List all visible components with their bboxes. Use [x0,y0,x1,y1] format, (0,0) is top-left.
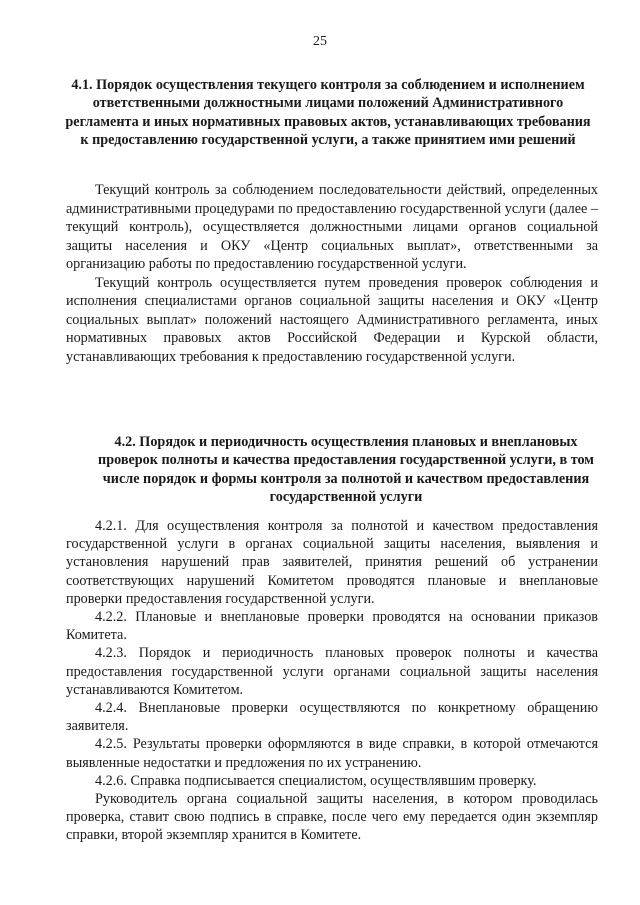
section-4-1-paragraph: Текущий контроль за соблюдением последовательности действий, определенных административными процедурами по предоставлению государственной услуги (далее – текущий контроль), осуществляется должностными лицами органов социальной защиты населения и ОКУ «Центр социальных выплат», ответственными за организацию работы по предоставлению государственной услуги. [66,182,598,272]
section-4-2-paragraph: 4.2.4. Внеплановые проверки осуществляются по конкретному обращению заявителя. [66,700,598,735]
section-4-2-paragraph: 4.2.5. Результаты проверки оформляются в виде справки, в которой отмечаются выявленные недостатки и предложения по их устранению. [66,736,598,771]
section-4-1-heading: 4.1. Порядок осуществления текущего контроля за соблюдением и исполнением ответственными должностными лицами положений Административного регламента и иных нормативных правовых актов, устанавливающих требования к предоставлению государственной услуги, а также принятием ими решений [65,77,591,149]
section-4-2-paragraph: 4.2.2. Плановые и внеплановые проверки проводятся на основании приказов Комитета. [66,609,598,644]
section-4-2-body [66,517,598,845]
section-4-2-paragraph: 4.2.1. Для осуществления контроля за полнотой и качеством предоставления государственной услуги в органах социальной защиты населения, выявления и установления нарушений прав заявителей, принятия решений об устранении соответствующих нарушений Комитетом проводятся плановые и внеплановые проверки предоставления государственной услуги. [66,518,598,607]
section-4-1-body [66,181,598,366]
section-4-2-paragraph: 4.2.3. Порядок и периодичность плановых проверок полноты и качества предоставления государственной услуги органами социальной защиты населения устанавливаются Комитетом. [66,645,598,698]
section-4-2-heading: 4.2. Порядок и периодичность осуществления плановых и внеплановых проверок полноты и качества предоставления государственной услуги, в том числе порядок и формы контроля за полнотой и качеством предоставления государственной услуги [98,434,594,506]
section-4-2-paragraph: 4.2.6. Справка подписывается специалистом, осуществлявшим проверку. [95,772,537,789]
section-4-2-paragraph: Руководитель органа социальной защиты населения, в котором проводилась проверка, ставит свою подпись в справке, после чего ему передается один экземпляр справки, второй экземпляр хранится в Комитете. [66,791,598,844]
page-number: 25 [313,34,327,49]
section-4-1-paragraph: Текущий контроль осуществляется путем проведения проверок соблюдения и исполнения специалистами органов социальной защиты населения и ОКУ «Центр социальных выплат» положений настоящего Административного регламента, иных нормативных правовых актов Российской Федерации и Курской области, устанавливающих требования к предоставлению государственной услуги. [66,274,598,365]
